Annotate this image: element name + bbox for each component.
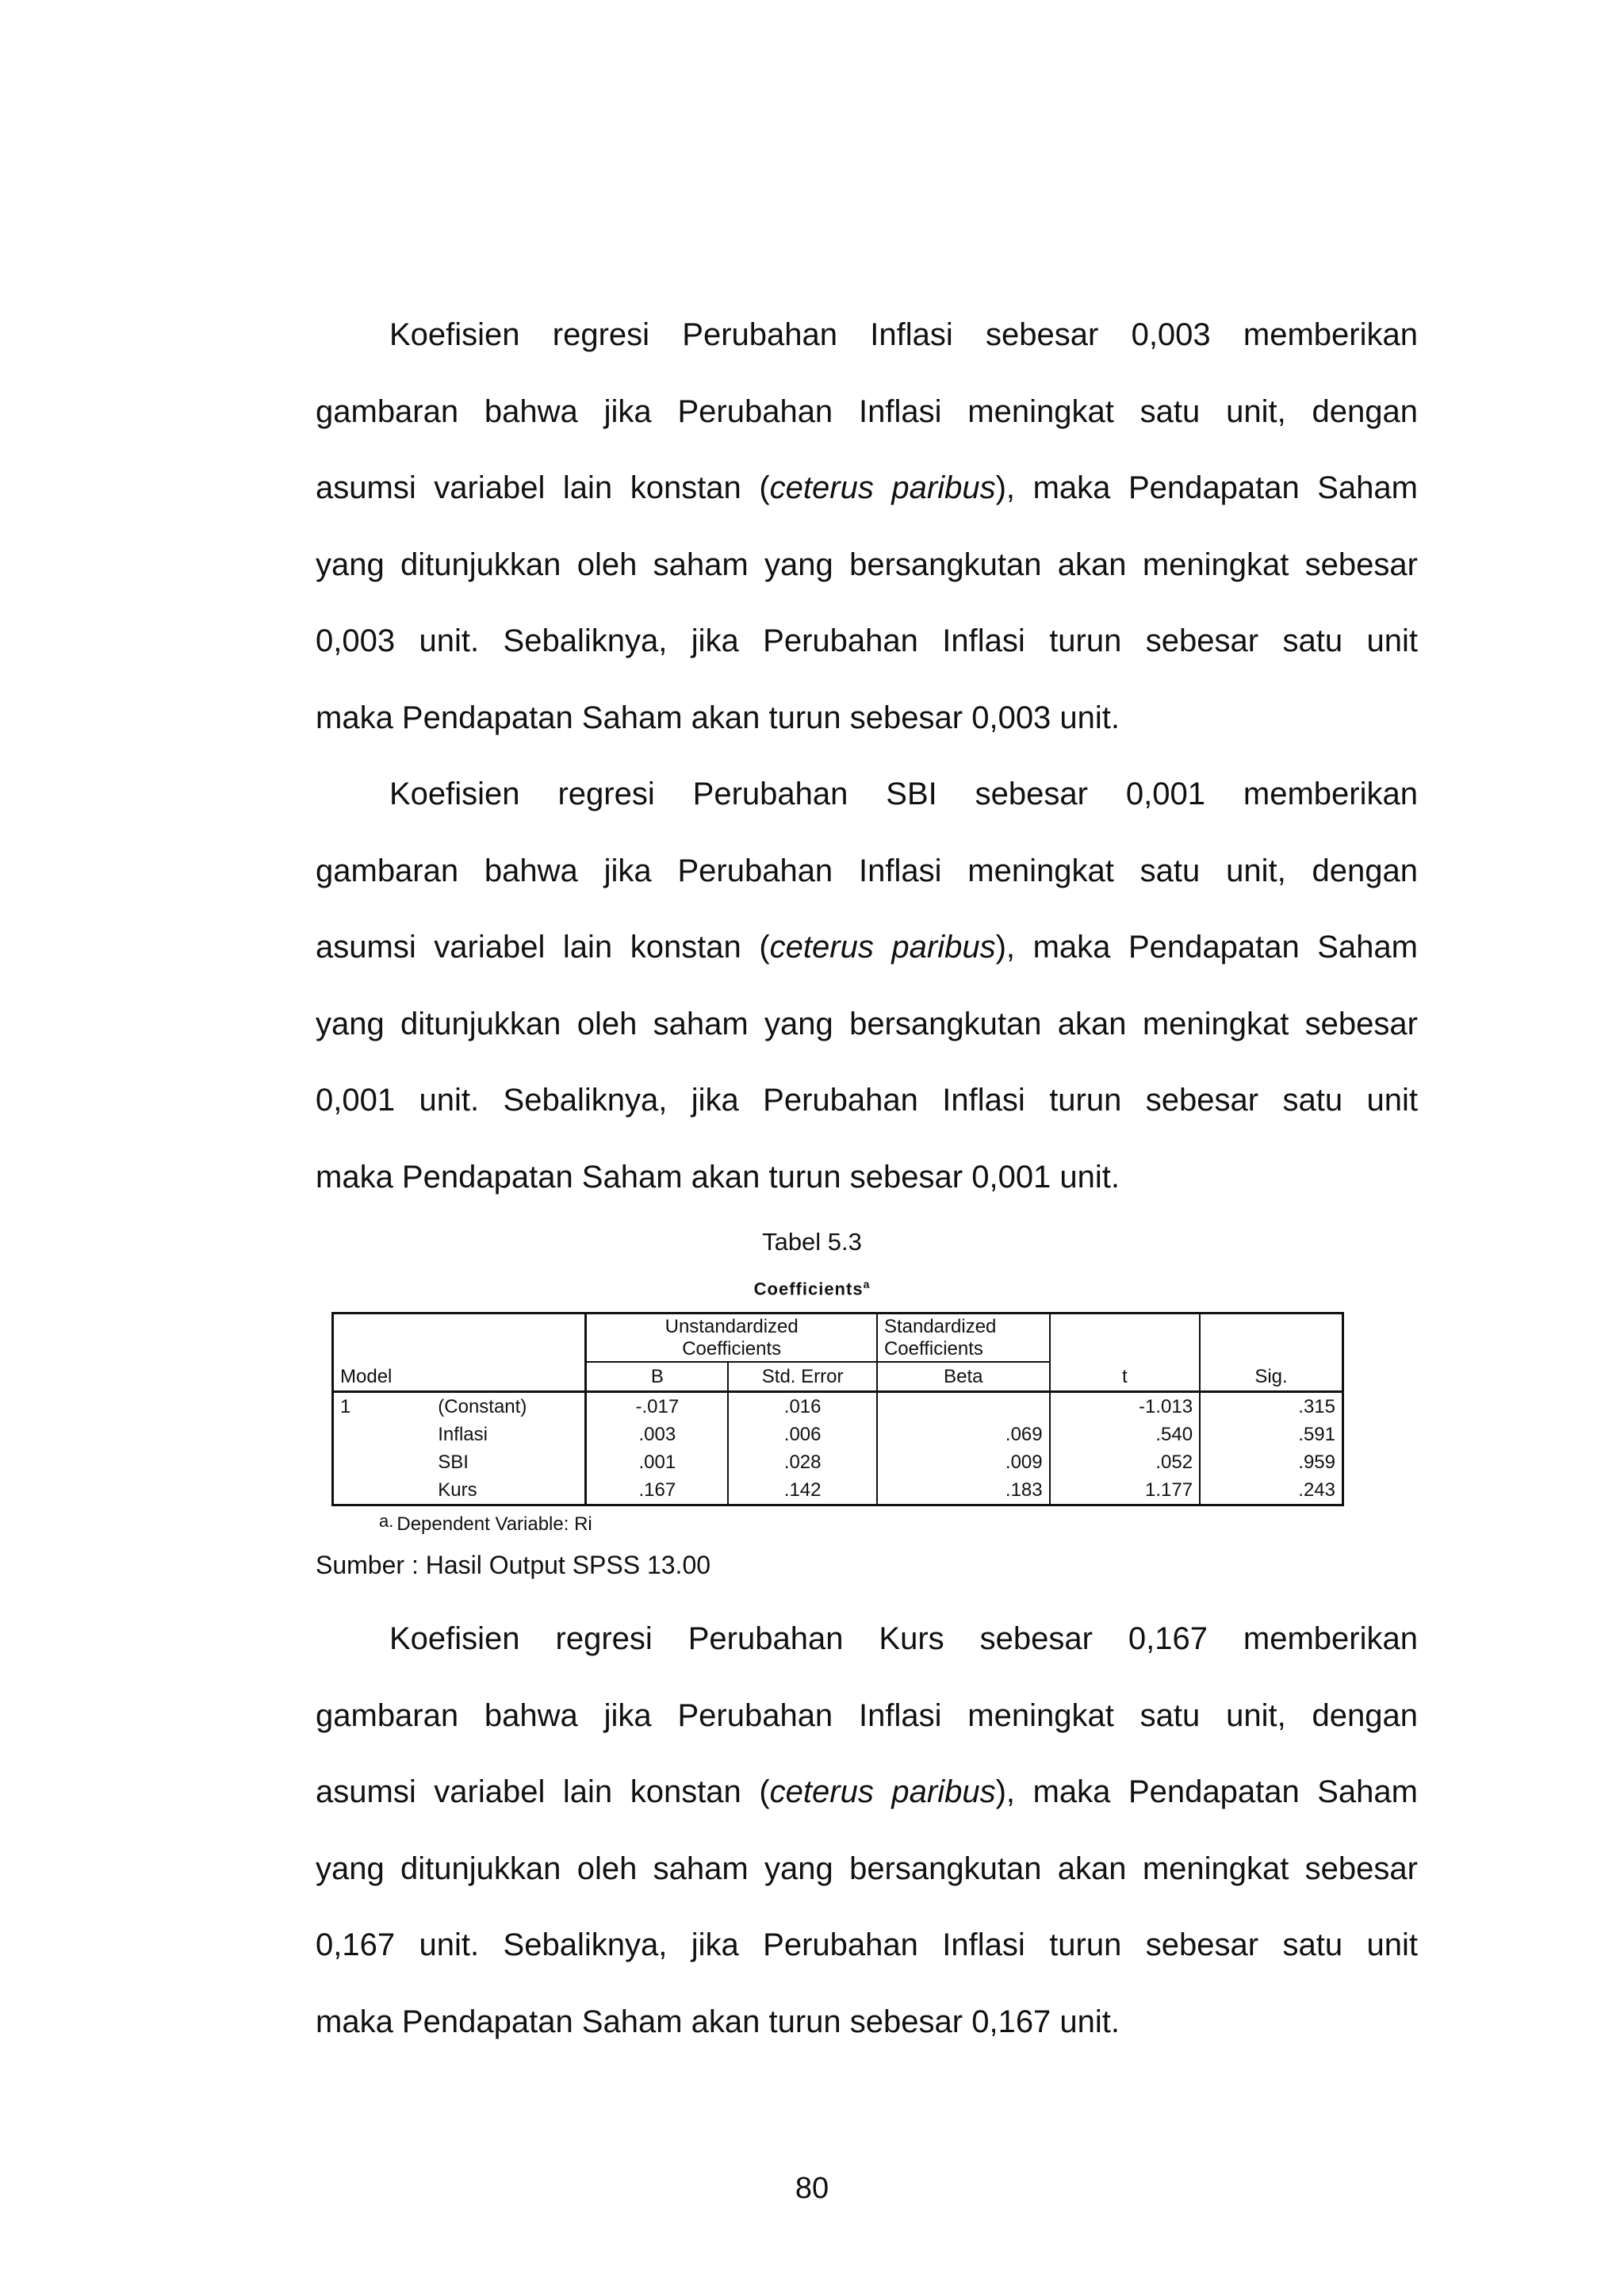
table-footnote: $^{a.}$ Dependent Variable: Ri: [379, 1511, 592, 1535]
coefficients-table: [331, 1312, 1344, 1501]
paragraph-line: 0,003 unit. Sebaliknya, jika Perubahan Inflasi turun sebesar satu unit: [316, 623, 1418, 658]
table-row: Kurs .167 .142 .183 1.177 .243: [333, 1476, 1343, 1505]
table-row: 1 (Constant) -.017 .016 -1.013 .315: [333, 1392, 1343, 1421]
unstandardized-header: Unstandardized Coefficients: [586, 1314, 877, 1363]
paragraph-line: gambaran bahwa jika Perubahan Inflasi meningkat satu unit, dengan: [316, 853, 1418, 888]
paragraph-line: yang ditunjukkan oleh saham yang bersangkutan akan meningkat sebesar: [316, 1006, 1418, 1041]
paragraph-kurs: [316, 1601, 1418, 2060]
table-row: SBI .001 .028 .009 .052 .959: [333, 1448, 1343, 1476]
table-title: Coefficients$^a$: [753, 1278, 871, 1299]
table-caption: Tabel 5.3: [762, 1228, 862, 1256]
paragraph-line: maka Pendapatan Saham akan turun sebesar 0,003 unit.: [316, 700, 1120, 735]
beta-header: Beta: [877, 1362, 1050, 1392]
paragraph-line: gambaran bahwa jika Perubahan Inflasi meningkat satu unit, dengan: [316, 1697, 1418, 1733]
sig-header: Sig.: [1200, 1362, 1342, 1392]
paragraph-line: maka Pendapatan Saham akan turun sebesar 0,001 unit.: [316, 1159, 1120, 1195]
paragraph-line: 0,001 unit. Sebaliknya, jika Perubahan Inflasi turun sebesar satu unit: [316, 1083, 1418, 1118]
paragraph-line: asumsi variabel lain konstan (ceterus paribus), maka Pendapatan Saham: [316, 1774, 1418, 1809]
model-number: 1: [333, 1392, 432, 1421]
paragraph-line: yang ditunjukkan oleh saham yang bersangkutan akan meningkat sebesar: [316, 1851, 1418, 1886]
paragraph-line: Koefisien regresi Perubahan Inflasi sebesar 0,003 memberikan: [389, 317, 1418, 352]
paragraph-line: asumsi variabel lain konstan (ceterus paribus), maka Pendapatan Saham: [316, 930, 1418, 965]
paragraph-line: 0,167 unit. Sebaliknya, jika Perubahan Inflasi turun sebesar satu unit: [316, 1927, 1418, 1962]
t-header: t: [1050, 1362, 1200, 1392]
paragraph-line: gambaran bahwa jika Perubahan Inflasi meningkat satu unit, dengan: [316, 393, 1418, 429]
paragraph-sbi: [316, 756, 1418, 1215]
paragraph-line: yang ditunjukkan oleh saham yang bersangkutan akan meningkat sebesar: [316, 547, 1418, 582]
table-row: Inflasi .003 .006 .069 .540 .591: [333, 1421, 1343, 1448]
b-header: B: [586, 1362, 728, 1392]
model-header: Model: [333, 1362, 432, 1392]
paragraph-line: asumsi variabel lain konstan (ceterus paribus), maka Pendapatan Saham: [316, 470, 1418, 505]
paragraph-line: Koefisien regresi Perubahan SBI sebesar 0,001 memberikan: [389, 777, 1418, 811]
table-source: Sumber : Hasil Output SPSS 13.00: [316, 1551, 711, 1579]
paragraph-line: maka Pendapatan Saham akan turun sebesar 0,167 unit.: [316, 2004, 1120, 2039]
paragraph-line: Koefisien regresi Perubahan Kurs sebesar 0,167 memberikan: [389, 1621, 1418, 1656]
paragraph-inflasi: [316, 297, 1418, 756]
standardized-header: Standardized Coefficients: [877, 1314, 1050, 1363]
std-error-header: Std. Error: [728, 1362, 877, 1392]
page-number: 80: [795, 2172, 829, 2205]
